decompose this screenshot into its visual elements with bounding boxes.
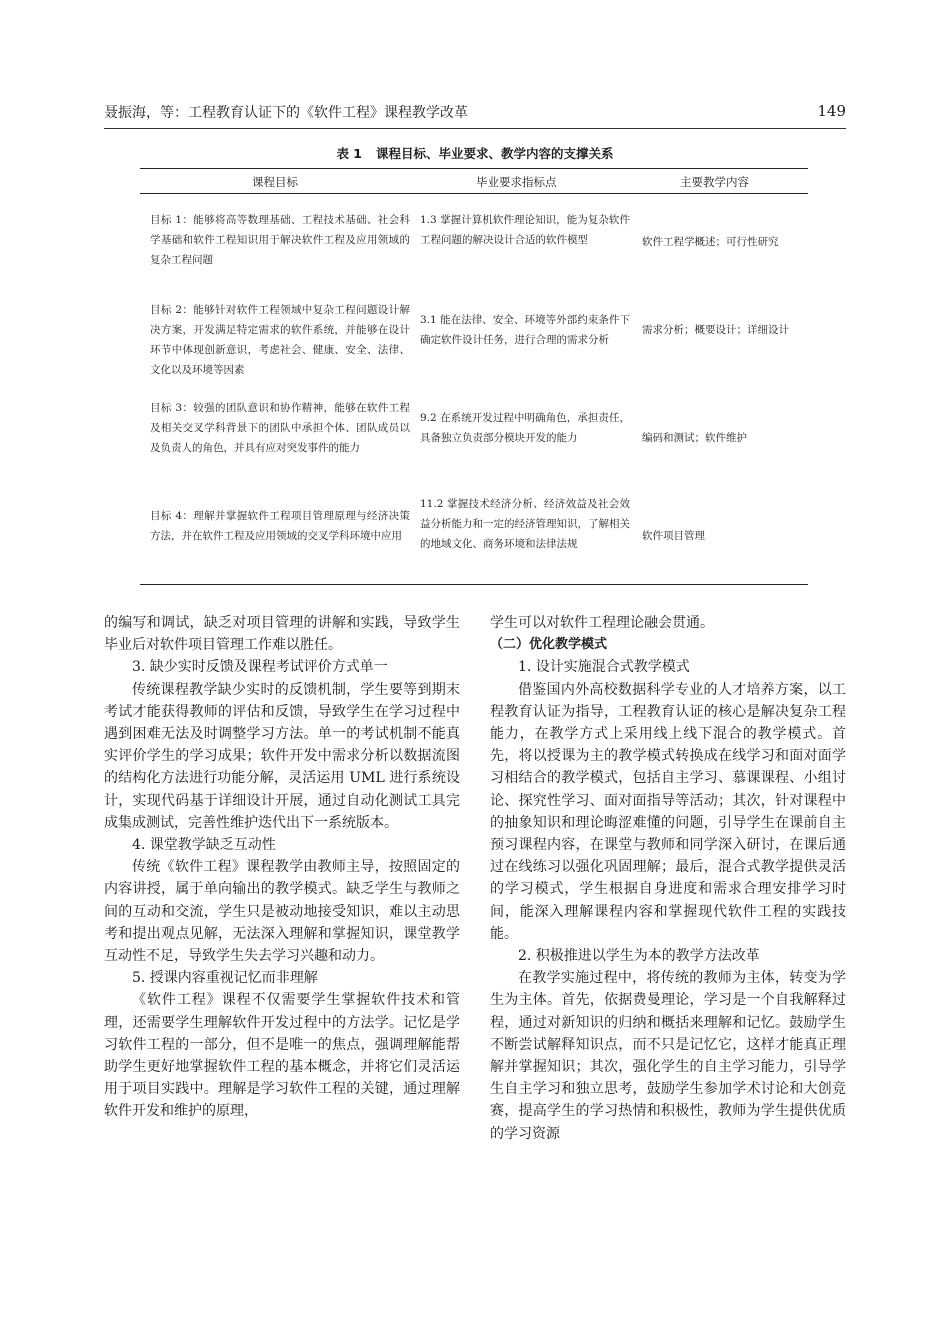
subsection-heading: 5. 授课内容重视记忆而非理解 bbox=[132, 970, 318, 987]
body-column-left bbox=[104, 612, 460, 1123]
table-top-rule bbox=[140, 168, 808, 169]
running-header bbox=[104, 102, 846, 126]
table-row-4-objective: 目标 4：理解并掌握软件工程项目管理原理与经济决策方法，并在软件工程及应用领域的交叉学科环境中应用 bbox=[150, 510, 410, 542]
subsection-heading: 2. 积极推进以学生为本的教学方法改革 bbox=[518, 948, 760, 965]
paragraph: 传统《软件工程》课程教学由教师主导，按照固定的内容讲授，属于单向输出的教学模式。缺乏学生与教师之间的互动和交流，学生只是被动地接受知识，难以主动思考和提出观点见解，无法深入理解和掌握知识，课堂教学互动性不足，导致学生失去学习兴趣和动力。 bbox=[104, 859, 460, 965]
table-row-3-content: 编码和测试；软件维护 bbox=[642, 432, 747, 444]
table-row-1-content: 软件工程学概述；可行性研究 bbox=[642, 236, 779, 248]
running-title: 聂振海，等：工程教育认证下的《软件工程》课程教学改革 bbox=[104, 105, 468, 121]
table-header-content: 主要教学内容 bbox=[680, 175, 749, 189]
subsection-heading: 1. 设计实施混合式教学模式 bbox=[518, 659, 690, 676]
table-row-3-objective: 目标 3：较强的团队意识和协作精神，能够在软件工程及相关交叉学科背景下的团队中承担个体、团队成员以及负责人的角色，并具有应对突发事件的能力 bbox=[150, 402, 410, 454]
paragraph: 在教学实施过程中，将传统的教师为主体，转变为学生为主体。首先，依据费曼理论，学习是一个自我解释过程，通过对新知识的归纳和概括来理解和记忆。鼓励学生不断尝试解释知识点，而不只是记忆它，这样才能真正理解并掌握知识；其次，强化学生的自主学习能力，引导学生自主学习和独立思考，鼓励学生参加学术讨论和大创竞赛，提高学生的学习热情和积极性，教师为学生提供优质的学习资源 bbox=[490, 970, 846, 1142]
table-row-2-objective: 目标 2：能够针对软件工程领域中复杂工程问题设计解决方案，开发满足特定需求的软件系统，并能够在设计环节中体现创新意识，考虑社会、健康、安全、法律、文化以及环境等因素 bbox=[150, 304, 410, 376]
paragraph: 《软件工程》课程不仅需要学生掌握软件技术和管理，还需要学生理解软件开发过程中的方法学。记忆是学习软件工程的一部分，但不是唯一的焦点，强调理解能帮助学生更好地掌握软件工程的基本概念，并将它们灵活运用于项目实践中。理解是学习软件工程的关键，通过理解软件开发和维护的原理， bbox=[104, 992, 460, 1120]
paragraph: 传统课程教学缺少实时的反馈机制，学生要等到期末考试才能获得教师的评估和反馈，导致学生在学习过程中遇到困难无法及时调整学习方法。单一的考试机制不能真实评价学生的学习成果；软件开发中需求分析以数据流图的结构化方法进行功能分解，灵活运用 UML 进行系统设计，实现代码基于详细设计开展，通过自动化测试工具完成集成测试，完善性维护迭代出下一系统版本。 bbox=[104, 681, 460, 831]
table-row-1-requirement: 1.3 掌握计算机软件理论知识，能为复杂软件工程问题的解决设计合适的软件模型 bbox=[420, 214, 630, 246]
paragraph: 借鉴国内外高校数据科学专业的人才培养方案，以工程教育认证为指导，工程教育认证的核心是解决复杂工程能力，在教学方式上采用线上线下混合的教学模式。首先，将以授课为主的教学模式转换成在线学习和面对面学习相结合的教学模式，包括自主学习、慕课课程、小组讨论、探究性学习、面对面指导等活动；其次，针对课程中的抽象知识和理论晦涩难懂的问题，引导学生在课前自主预习课程内容，在课堂与教师和同学深入研讨，在课后通过在线练习以强化巩固理解；最后，混合式教学提供灵活的学习模式，学生根据自身进度和需求合理安排学习时间，能深入理解课程内容和掌握现代软件工程的实践技能。 bbox=[490, 681, 846, 942]
table-row-1-objective: 目标 1：能够将高等数理基础、工程技术基础、社会科学基础和软件工程知识用于解决软件工程及应用领域的复杂工程问题 bbox=[150, 214, 410, 266]
table-caption bbox=[140, 144, 810, 162]
paragraph: 的编写和调试，缺乏对项目管理的讲解和实践，导致学生毕业后对软件项目管理工作难以胜任。 bbox=[104, 615, 460, 654]
table-row-2-requirement: 3.1 能在法律、安全、环境等外部约束条件下确定软件设计任务，进行合理的需求分析 bbox=[420, 314, 630, 346]
subsection-heading: 4. 课堂教学缺乏互动性 bbox=[132, 837, 276, 854]
subsection-heading: 3. 缺少实时反馈及课程考试评价方式单一 bbox=[132, 659, 388, 676]
section-heading: （二）优化教学模式 bbox=[490, 637, 608, 653]
table-caption-title: 课程目标、毕业要求、教学内容的支撑关系 bbox=[376, 146, 614, 161]
table-caption-number: 表 1 bbox=[336, 146, 363, 161]
table-row-4-content: 软件项目管理 bbox=[642, 530, 705, 542]
table-row-4-requirement: 11.2 掌握技术经济分析、经济效益及社会效益分析能力和一定的经济管理知识，了解相关的地域文化、商务环境和法律法规 bbox=[420, 498, 630, 550]
body-column-right bbox=[490, 612, 846, 1145]
page-number: 149 bbox=[817, 102, 846, 120]
table-row-3-requirement: 9.2 在系统开发过程中明确角色，承担责任，具备独立负责部分模块开发的能力 bbox=[420, 412, 630, 444]
paragraph: 学生可以对软件工程理论融会贯通。 bbox=[490, 615, 714, 631]
table-header-rule bbox=[140, 193, 808, 194]
table-bottom-rule bbox=[140, 584, 808, 585]
table-header-objective: 课程目标 bbox=[252, 175, 298, 189]
header-rule bbox=[104, 128, 846, 129]
table-row-2-content: 需求分析；概要设计；详细设计 bbox=[642, 324, 789, 336]
table-header-requirement: 毕业要求指标点 bbox=[476, 175, 557, 189]
